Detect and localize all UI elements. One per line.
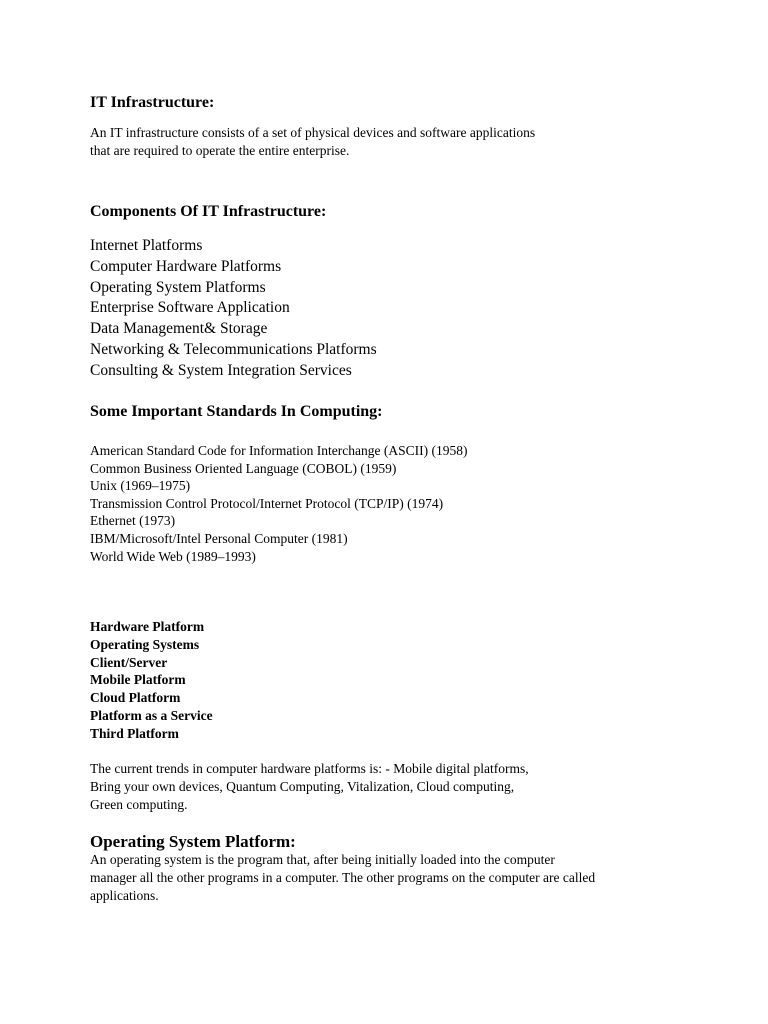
standards-list <box>90 442 468 565</box>
os-line: An operating system is the program that, after being initially loaded into the computer <box>90 852 555 867</box>
trends-line: The current trends in computer hardware platforms is: - Mobile digital platforms, <box>90 761 529 776</box>
components-heading: Components Of IT Infrastructure: <box>90 203 327 220</box>
list-item: Networking & Telecommunications Platforms <box>90 340 377 358</box>
list-item: Cloud Platform <box>90 690 181 706</box>
intro-paragraph <box>90 124 535 160</box>
list-item: Ethernet (1973) <box>90 513 176 529</box>
list-item: Operating System Platforms <box>90 278 266 296</box>
os-heading: Operating System Platform: <box>90 832 296 851</box>
trends-paragraph <box>90 760 529 814</box>
list-item: Platform as a Service <box>90 707 213 723</box>
list-item: Mobile Platform <box>90 672 186 688</box>
intro-line: An IT infrastructure consists of a set of physical devices and software applications <box>90 125 536 140</box>
list-item: Computer Hardware Platforms <box>90 257 282 275</box>
list-item: Hardware Platform <box>90 619 205 634</box>
list-item: IBM/Microsoft/Intel Personal Computer (1981) <box>90 530 348 546</box>
trends-line: Bring your own devices, Quantum Computing, Vitalization, Cloud computing, <box>90 779 515 794</box>
list-item: Third Platform <box>90 725 179 741</box>
list-item: Common Business Oriented Language (COBOL) (1959) <box>90 460 397 476</box>
list-item: Internet Platforms <box>90 237 203 254</box>
os-paragraph <box>90 851 595 905</box>
list-item: Client/Server <box>90 654 168 670</box>
list-item: Consulting & System Integration Services <box>90 361 352 379</box>
os-line: applications. <box>90 888 159 903</box>
list-item: World Wide Web (1989–1993) <box>90 548 256 564</box>
list-item: Unix (1969–1975) <box>90 478 191 494</box>
components-list <box>90 236 377 382</box>
os-line: manager all the other programs in a computer. The other programs on the computer are called <box>90 870 596 885</box>
standards-heading: Some Important Standards In Computing: <box>90 403 383 420</box>
intro-line: that are required to operate the entire enterprise. <box>90 143 350 158</box>
list-item: Data Management& Storage <box>90 320 268 338</box>
list-item: American Standard Code for Information Interchange (ASCII) (1958) <box>90 443 468 458</box>
list-item: Operating Systems <box>90 636 200 652</box>
list-item: Transmission Control Protocol/Internet Protocol (TCP/IP) (1974) <box>90 495 444 511</box>
trends-line: Green computing. <box>90 797 188 812</box>
platforms-list <box>90 618 213 743</box>
page-title: IT Infrastructure: <box>90 94 215 111</box>
list-item: Enterprise Software Application <box>90 299 290 317</box>
